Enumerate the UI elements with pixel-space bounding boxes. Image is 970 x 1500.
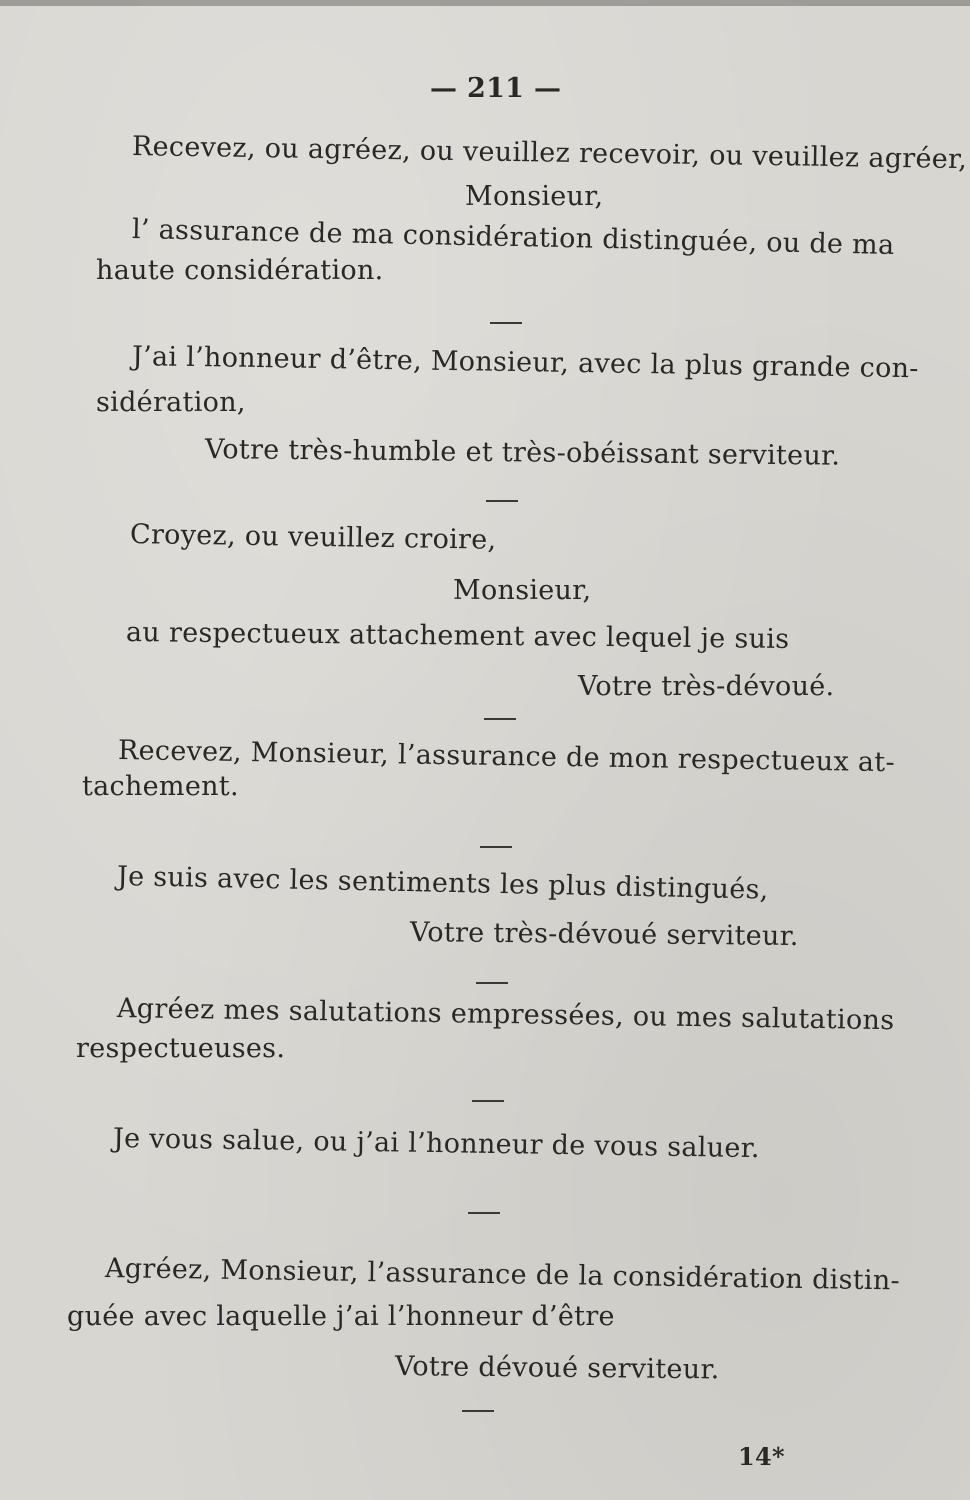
text-line: Votre très-humble et très-obéissant serviteur.: [204, 434, 841, 472]
text-line: tachement.: [82, 771, 239, 802]
separator-dash: [462, 1410, 494, 1412]
text-line: sidération,: [96, 387, 246, 418]
text-line: Agréez, Monsieur, l’assurance de la considération distin-: [104, 1253, 901, 1297]
page-number: — 211 —: [430, 73, 562, 104]
text-line: Monsieur,: [453, 575, 592, 606]
text-line: Croyez, ou veuillez croire,: [129, 519, 497, 556]
text-line: Votre dévoué serviteur.: [394, 1351, 720, 1386]
text-line: guée avec laquelle j’ai l’honneur d’être: [67, 1301, 615, 1332]
text-line: haute considération.: [96, 255, 384, 286]
text-line: Je vous salue, ou j’ai l’honneur de vous saluer.: [112, 1123, 761, 1165]
text-line: Votre très-dévoué serviteur.: [409, 917, 799, 953]
text-line: Agréez mes salutations empressées, ou mes salutations: [116, 993, 895, 1037]
separator-dash: [480, 846, 512, 848]
text-line: respectueuses.: [76, 1033, 286, 1064]
separator-dash: [486, 500, 518, 502]
text-line: J’ai l’honneur d’être, Monsieur, avec la plus grande con-: [131, 341, 919, 385]
text-line: au respectueux attachement avec lequel je suis: [125, 617, 790, 655]
text-line: Je suis avec les sentiments les plus distingués,: [116, 861, 769, 906]
text-line: Recevez, Monsieur, l’assurance de mon respectueux at-: [117, 735, 896, 779]
page-top-edge: [0, 0, 970, 6]
separator-dash: [476, 982, 508, 984]
separator-dash: [484, 718, 516, 720]
text-line: Monsieur,: [465, 181, 604, 212]
text-line: Votre très-dévoué.: [578, 671, 835, 702]
text-line: Recevez, ou agréez, ou veuillez recevoir, ou veuillez agréer,: [131, 131, 968, 176]
separator-dash: [468, 1212, 500, 1214]
text-line: l’ assurance de ma considération distinguée, ou de ma: [131, 214, 895, 261]
separator-dash: [490, 322, 522, 324]
signature-mark: 14*: [738, 1442, 785, 1471]
separator-dash: [472, 1100, 504, 1102]
